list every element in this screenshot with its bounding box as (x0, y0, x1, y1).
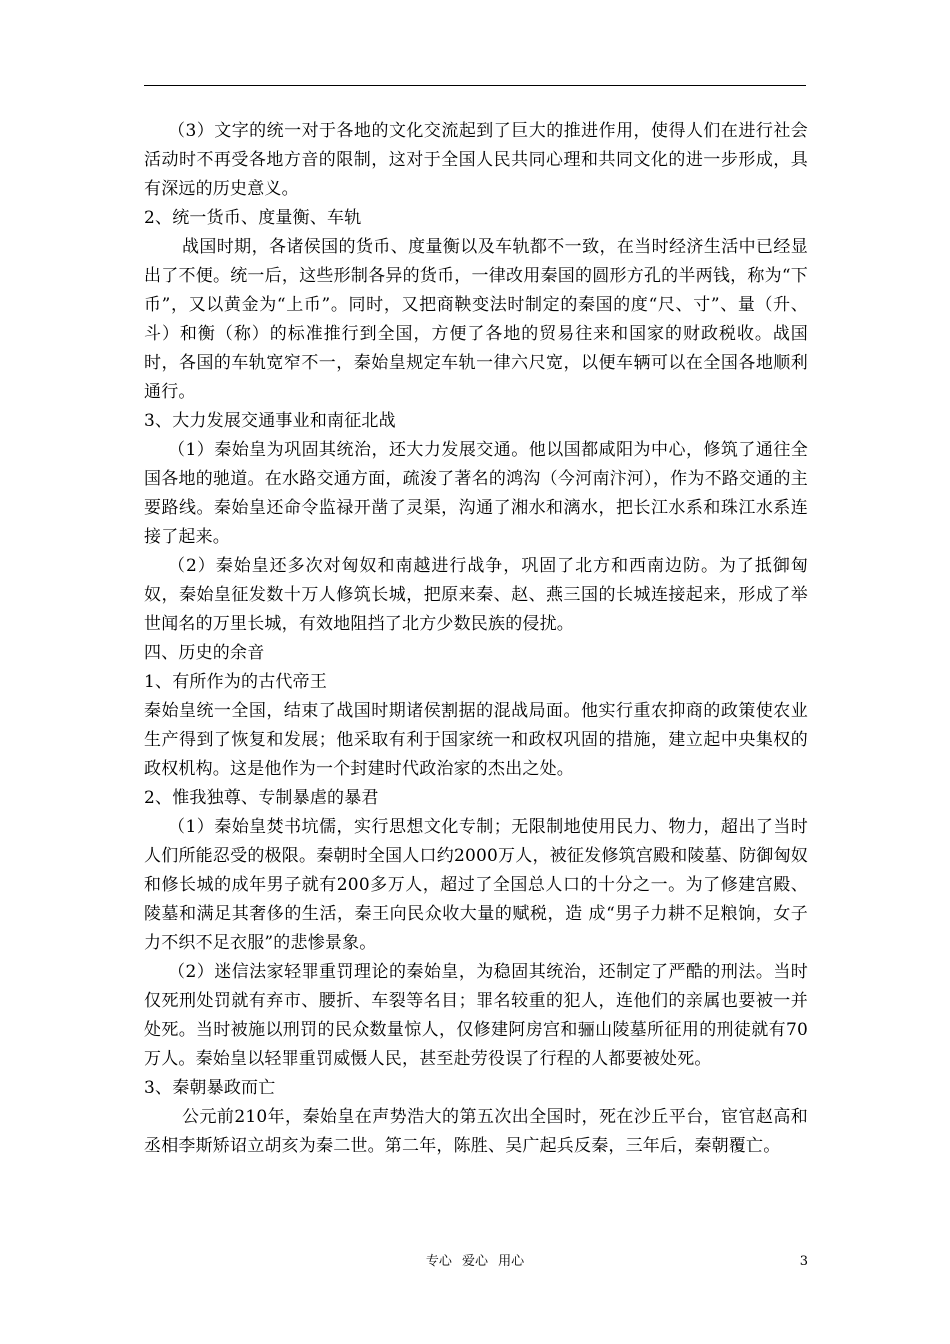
section-heading-emperor: 1、有所作为的古代帝王 (144, 672, 328, 692)
paragraph-fall: 公元前210年，秦始皇在声势浩大的第五次出全国时，死在沙丘平台，宦官赵高和丞相李斯矫诏立胡亥为秦二世。第二年，陈胜、吴广起兵反秦，三年后，秦朝覆亡。 (144, 1107, 808, 1156)
paragraph-writing-unification: （3）文字的统一对于各地的文化交流起到了巨大的推进作用，使得人们在进行社会活动时不再受各地方音的限制，这对于全国人民共同心理和共同文化的进一步形成，具有深远的历史意义。 (144, 121, 808, 199)
document-body (144, 117, 808, 1161)
section-heading-transport: 3、大力发展交通事业和南征北战 (144, 411, 396, 431)
paragraph-book-burning: （1）秦始皇焚书坑儒，实行思想文化专制；无限制地使用民力、物力，超出了当时人们所能忍受的极限。秦朝时全国人口约2000万人，被征发修筑宫殿和陵墓、防御匈奴和修长城的成年男子就有200多万人，超过了全国总人口的十分之一。为了修建宫殿、陵墓和满足其奢侈的生活，秦王向民众收大量的赋税，造 成“男子力耕不足粮饷，女子力不织不足衣服”的悲惨景象。 (144, 817, 808, 953)
paragraph-currency: 战国时期，各诸侯国的货币、度量衡以及车轨都不一致，在当时经济生活中已经显出了不便。统一后，这些形制各异的货币，一律改用秦国的圆形方孔的半两钱，称为“下币”，又以黄金为“上币”。同时，又把商鞅变法时制定的秦国的度“尺、寸”、量（升、斗）和衡（称）的标准推行到全国，方便了各地的贸易往来和国家的财政税收。战国时，各国的车轨宽窄不一，秦始皇规定车轨一律六尺宽，以便车辆可以在全国各地顺利通行。 (144, 237, 808, 402)
header-rule (144, 85, 806, 86)
section-heading-fall: 3、秦朝暴政而亡 (144, 1078, 276, 1098)
paragraph-transport: （1）秦始皇为巩固其统治，还大力发展交通。他以国都咸阳为中心，修筑了通往全国各地的驰道。在水路交通方面，疏浚了著名的鸿沟（今河南汴河），作为不路交通的主要路线。秦始皇还命令监禄开凿了灵渠，沟通了湘水和漓水，把长江水系和珠江水系连接了起来。 (144, 440, 808, 547)
chapter-heading-legacy: 四、历史的余音 (144, 643, 265, 663)
paragraph-great-wall: （2）秦始皇还多次对匈奴和南越进行战争，巩固了北方和西南边防。为了抵御匈奴，秦始皇征发数十万人修筑长城，把原来秦、赵、燕三国的长城连接起来，形成了举世闻名的万里长城，有效地阻挡了北方少数民族的侵扰。 (144, 556, 808, 634)
section-heading-currency: 2、统一货币、度量衡、车轨 (144, 208, 362, 228)
section-heading-tyrant: 2、惟我独尊、专制暴虐的暴君 (144, 788, 379, 808)
paragraph-emperor: 秦始皇统一全国，结束了战国时期诸侯割据的混战局面。他实行重农抑商的政策使农业生产得到了恢复和发展；他采取有利于国家统一和政权巩固的措施，建立起中央集权的政权机构。这是他作为一个封建时代政治家的杰出之处。 (144, 701, 808, 779)
paragraph-harsh-law: （2）迷信法家轻罪重罚理论的秦始皇，为稳固其统治，还制定了严酷的刑法。当时仅死刑处罚就有弃市、腰折、车裂等名目；罪名较重的犯人，连他们的亲属也要被一并处死。当时被施以刑罚的民众数量惊人，仅修建阿房宫和骊山陵墓所征用的刑徒就有70万人。秦始皇以轻罪重罚威慑人民，甚至赴劳役误了行程的人都要被处死。 (144, 962, 808, 1069)
footer-slogan: 专心 爱心 用心 (425, 1254, 525, 1269)
page-number: 3 (799, 1254, 808, 1269)
